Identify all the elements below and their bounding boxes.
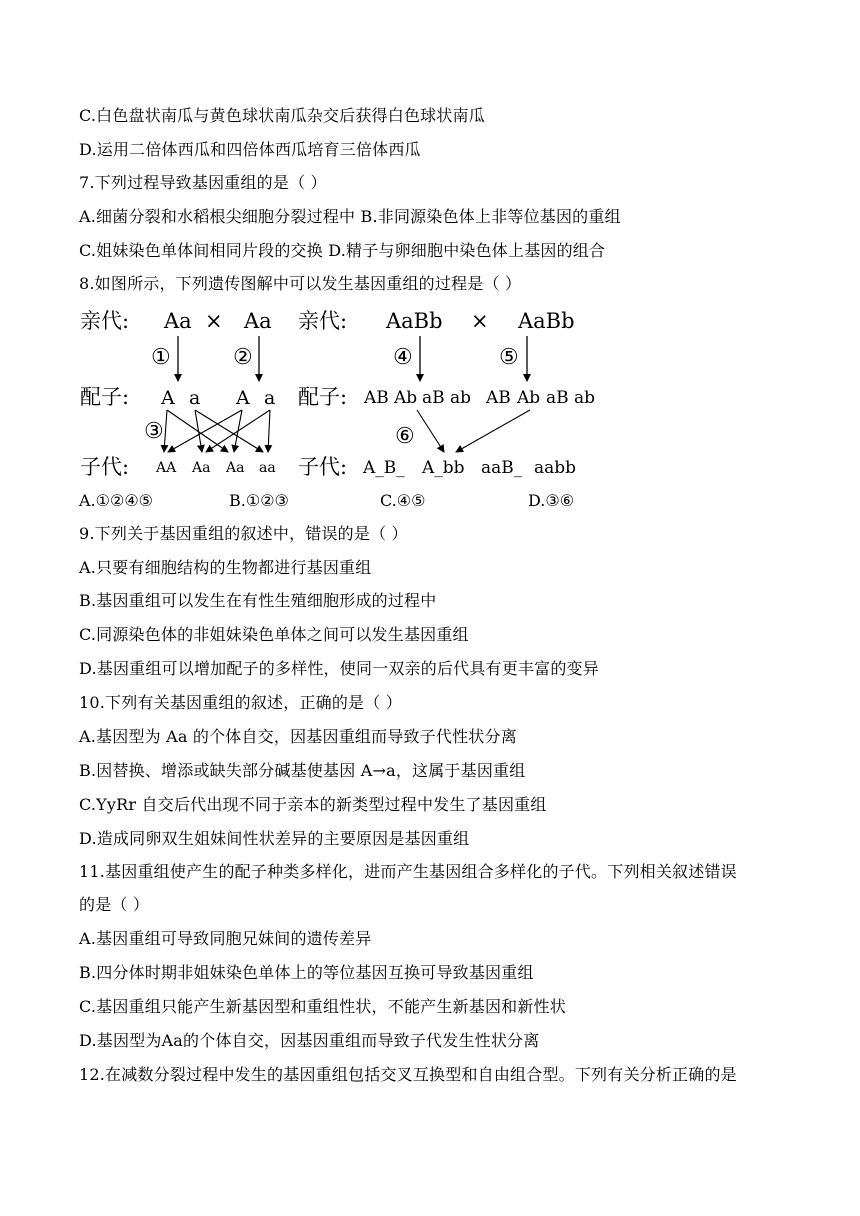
q11-option-c: C.基因重组只能产生新基因型和重组性状，不能产生新基因和新性状: [79, 997, 566, 1016]
q10-option-c: C.YyRr 自交后代出现不同于亲本的新类型过程中发生了基因重组: [79, 795, 547, 814]
right-gamete-2-1: AB: [486, 388, 511, 408]
left-gamete-4: a: [264, 387, 276, 409]
right-gamete-1-2: Ab: [394, 388, 418, 408]
q11-option-d: D.基因型为Aa的个体自交，因基因重组而导致子代发生性状分离: [79, 1031, 540, 1050]
step-4-marker: ④: [393, 345, 413, 370]
right-offspring-1: A_B_: [363, 458, 405, 478]
q9-stem: 9.下列关于基因重组的叙述中，错误的是（ ）: [79, 524, 408, 543]
step-3-marker: ③: [144, 419, 164, 444]
q11-stem: 11.基因重组使产生的配子种类多样化，进而产生基因组合多样化的子代。下列相关叙述错误: [79, 862, 737, 881]
q9-option-c: C.同源染色体的非姐妹染色单体之间可以发生基因重组: [79, 625, 469, 644]
left-cross-symbol: ×: [205, 309, 223, 333]
q8-option-a: A.①②④⑤: [79, 491, 154, 510]
q10-option-a: A.基因型为 Aa 的个体自交，因基因重组而导致子代性状分离: [79, 727, 517, 746]
right-gamete-label: 配子:: [298, 385, 348, 409]
left-parent1: Aa: [164, 309, 192, 333]
right-gamete-2-2: Ab: [517, 388, 541, 408]
right-offspring-3: aaB_: [481, 458, 523, 478]
left-parent2: Aa: [244, 309, 272, 333]
q9-option-d: D.基因重组可以增加配子的多样性，使同一双亲的后代具有更丰富的变异: [79, 659, 599, 678]
left-offspring-2: Aa: [192, 460, 211, 476]
q7-options-cd: C.姐妹染色单体间相同片段的交换 D.精子与卵细胞中染色体上基因的组合: [79, 241, 606, 260]
right-gamete-2-4: ab: [574, 388, 596, 408]
q6-option-c: C.白色盘状南瓜与黄色球状南瓜杂交后获得白色球状南瓜: [79, 106, 485, 125]
right-cross-symbol: ×: [471, 309, 489, 333]
left-gamete-2: a: [189, 387, 201, 409]
left-offspring-1: AA: [156, 460, 177, 476]
q7-stem: 7.下列过程导致基因重组的是（ ）: [79, 173, 327, 192]
q7-options-ab: A.细菌分裂和水稻根尖细胞分裂过程中 B.非同源染色体上非等位基因的重组: [79, 207, 621, 226]
q6-option-d: D.运用二倍体西瓜和四倍体西瓜培育三倍体西瓜: [79, 140, 421, 159]
q8-option-c: C.④⑤: [380, 491, 426, 510]
step-5-marker: ⑤: [499, 345, 519, 370]
step-2-marker: ②: [233, 345, 253, 370]
genetic-cross-diagram: [78, 306, 618, 484]
q11-stem-cont: 的是（ ）: [79, 895, 150, 914]
right-parent2: AaBb: [518, 309, 575, 333]
arrow-ab-gamete: [417, 410, 444, 452]
right-gamete-1-3: aB: [422, 388, 445, 408]
q9-option-b: B.基因重组可以发生在有性生殖细胞形成的过程中: [79, 591, 437, 610]
q8-stem: 8.如图所示，下列遗传图解中可以发生基因重组的过程是（ ）: [79, 274, 522, 293]
q9-option-a: A.只要有细胞结构的生物都进行基因重组: [79, 558, 372, 577]
right-offspring-2: A_bb: [422, 458, 465, 478]
right-offspring-4: aabb: [534, 458, 577, 478]
arrow-ab-gamete-2: [456, 410, 530, 452]
right-parent-label: 亲代:: [298, 309, 348, 333]
q11-option-b: B.四分体时期非姐妹染色单体上的等位基因互换可导致基因重组: [79, 963, 534, 982]
left-gamete-3: A: [236, 387, 250, 409]
left-gamete-1: A: [161, 387, 175, 409]
right-gamete-2-3: aB: [546, 388, 569, 408]
q8-option-b: B.①②③: [229, 491, 289, 510]
left-offspring-label: 子代:: [80, 455, 130, 479]
left-offspring-3: Aa: [226, 460, 245, 476]
q10-option-b: B.因替换、增添或缺失部分碱基使基因 A→a，这属于基因重组: [79, 761, 526, 780]
left-gamete-label: 配子:: [80, 385, 130, 409]
right-offspring-label: 子代:: [298, 455, 348, 479]
right-gamete-1-4: ab: [450, 388, 472, 408]
right-parent1: AaBb: [386, 309, 443, 333]
left-offspring-4: aa: [259, 460, 276, 476]
fertilization-lines: [164, 410, 270, 452]
left-parent-label: 亲代:: [80, 309, 130, 333]
q8-option-d: D.③⑥: [528, 491, 575, 510]
q12-stem: 12.在减数分裂过程中发生的基因重组包括交叉互换型和自由组合型。下列有关分析正确的是: [79, 1065, 737, 1084]
q10-option-d: D.造成同卵双生姐妹间性状差异的主要原因是基因重组: [79, 829, 470, 848]
right-gamete-1-1: AB: [364, 388, 389, 408]
q10-stem: 10.下列有关基因重组的叙述，正确的是（ ）: [79, 693, 402, 712]
q11-option-a: A.基因重组可导致同胞兄妹间的遗传差异: [79, 929, 372, 948]
step-6-marker: ⑥: [395, 424, 415, 449]
step-1-marker: ①: [151, 345, 171, 370]
